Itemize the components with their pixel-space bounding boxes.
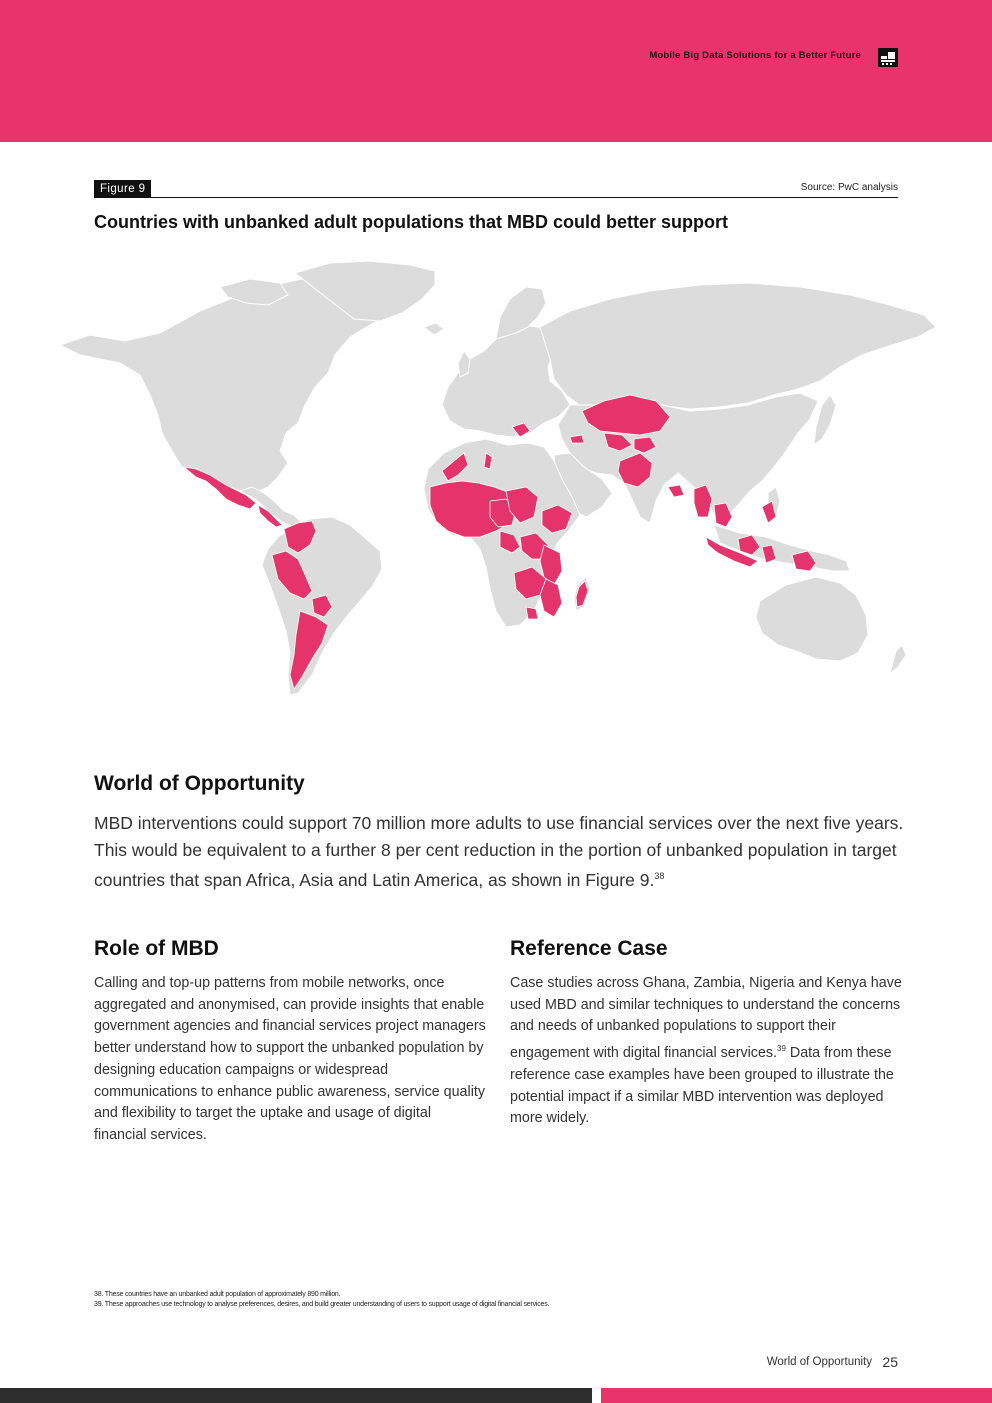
reference-case-heading: Reference Case: [510, 937, 668, 960]
reference-case-body: [510, 973, 902, 1130]
australia-landmass: [756, 577, 868, 661]
figure-title: Countries with unbanked adult populations that MBD could better support: [94, 212, 728, 232]
russia-landmass: [540, 283, 936, 409]
footnote-39: 39. These approaches use technology to analyse preferences, desires, and build greater understanding of users to support usage of digital financial services.: [94, 1301, 550, 1308]
footnote-38: 38. These countries have an unbanked adult population of approximately 890 million.: [94, 1291, 341, 1298]
page-number: 25: [882, 1354, 898, 1370]
footer-bar-dark: [0, 1388, 592, 1403]
role-of-mbd-heading: Role of MBD: [94, 937, 219, 960]
south-africa-highlight: [526, 607, 538, 619]
footnote-ref-39[interactable]: 39: [777, 1044, 786, 1054]
truck-logo-icon: [878, 48, 898, 67]
reference-case-text-1: Case studies across Ghana, Zambia, Nigeria and Kenya have used MBD and similar techniques to understand the concerns and needs of unbanked populations to support their engagement with digital financial services.: [510, 975, 902, 1062]
footer-section-label: World of Opportunity: [766, 1356, 872, 1368]
header-band: [0, 0, 992, 142]
document-title: Mobile Big Data Solutions for a Better Future: [649, 50, 861, 61]
figure-source: Source: PwC analysis: [800, 182, 898, 193]
footnotes: [94, 1290, 549, 1310]
figure-rule: [94, 197, 898, 198]
world-map: [50, 255, 940, 705]
iceland-landmass: [424, 323, 444, 335]
reference-case-text-2: Data from these reference case examples have been grouped to illustrate the potential impact if a similar MBD intervention was deployed more widely.: [510, 1045, 894, 1127]
world-of-opportunity-text: MBD interventions could support 70 million more adults to use financial services over the next five years. This would be equivalent to a further 8 per cent reduction in the portion of unbanked population in target countries that span Africa, Asia and Latin America, as shown in Figure 9.: [94, 813, 904, 890]
uk-landmass: [458, 351, 470, 377]
land-masses: [60, 261, 936, 695]
role-of-mbd-body: Calling and top-up patterns from mobile networks, once aggregated and anonymised, can provide insights that enable government agencies and financial services project managers better understand how to support the unbanked population by designing education campaigns or widespread communications to enhance public awareness, service quality and flexibility to target the uptake and usage of digital financial services.: [94, 975, 486, 1143]
new-zealand-landmass: [890, 645, 906, 673]
nepal-bangladesh-highlight: [668, 485, 684, 497]
figure-label: Figure 9: [94, 180, 151, 198]
world-of-opportunity-body: [94, 810, 904, 894]
footer-bar-pink: [601, 1388, 992, 1403]
world-of-opportunity-heading: World of Opportunity: [94, 772, 305, 795]
southeast-asia-islands: [714, 525, 850, 571]
footnote-ref-38[interactable]: 38: [654, 871, 665, 881]
